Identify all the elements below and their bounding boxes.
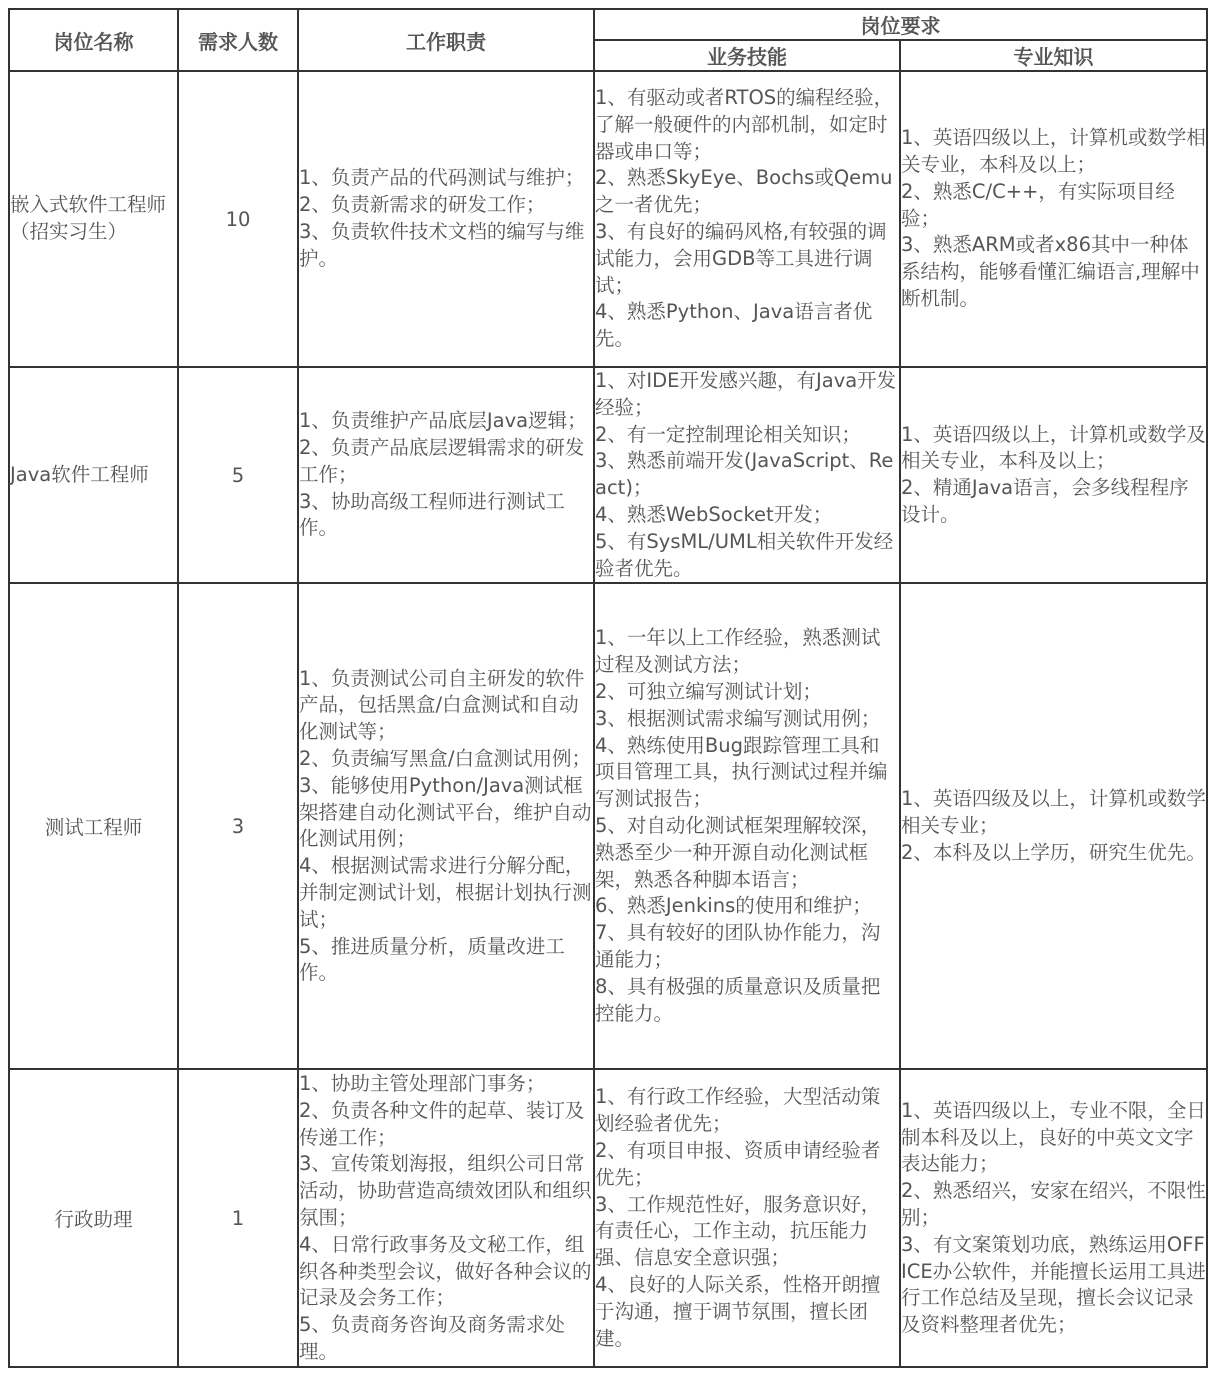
skill-item: 1、一年以上工作经验，熟悉测试过程及测试方法； <box>595 626 881 677</box>
knowledge-item: 3、熟悉ARM或者x86其中一种体系结构，能够看懂汇编语言,理解中断机制。 <box>901 233 1200 310</box>
skill-item: 3、根据测试需求编写测试用例； <box>595 706 881 730</box>
knowledge-item: 1、英语四级以上，计算机或数学及相关专业，本科及以上； <box>901 422 1206 473</box>
skills-cell <box>594 583 900 1069</box>
skill-item: 6、熟悉Jenkins的使用和维护； <box>595 894 872 918</box>
duties-cell <box>298 71 594 367</box>
duty-item: 3、宣传策划海报，组织公司日常活动，协助营造高绩效团队和组织氛围； <box>299 1152 592 1229</box>
headcount-cell: 5 <box>178 367 298 583</box>
header-headcount: 需求人数 <box>178 9 298 71</box>
duty-item: 1、负责产品的代码测试与维护； <box>299 166 585 190</box>
knowledge-item: 1、英语四级以上，计算机或数学相关专业，本科及以上； <box>901 126 1206 176</box>
duty-item: 5、负责商务咨询及商务需求处理。 <box>299 1313 565 1363</box>
position-name-cell: 嵌入式软件工程师（招实习生） <box>9 71 178 367</box>
duty-item: 1、负责测试公司自主研发的软件产品，包括黑盒/白盒测试和自动化测试等； <box>299 666 585 744</box>
duty-item: 2、负责产品底层逻辑需求的研发工作； <box>299 435 585 486</box>
knowledge-item: 2、精通Java语言，会多线程程序设计。 <box>901 476 1189 526</box>
duty-item: 2、负责各种文件的起草、装订及传递工作； <box>299 1098 585 1149</box>
duty-item: 2、负责新需求的研发工作； <box>299 193 546 217</box>
headcount-cell: 3 <box>178 583 298 1069</box>
header-duties: 工作职责 <box>298 9 594 71</box>
skill-item: 7、具有较好的团队协作能力，沟通能力； <box>595 921 881 971</box>
duty-item: 1、协助主管处理部门事务； <box>299 1071 546 1095</box>
header-knowledge: 专业知识 <box>900 40 1207 71</box>
table-row <box>9 583 1207 1069</box>
skill-item: 4、熟练使用Bug跟踪管理工具和项目管理工具，执行测试过程并编写测试报告； <box>595 733 888 811</box>
skill-item: 3、熟悉前端开发(JavaScript、React)； <box>595 449 894 500</box>
duty-item: 5、推进质量分析，质量改进工作。 <box>299 934 565 985</box>
skill-item: 1、有行政工作经验，大型活动策划经验者优先； <box>595 1085 881 1136</box>
position-name-cell: Java软件工程师 <box>9 367 178 583</box>
skill-item: 8、具有极强的质量意识及质量把控能力。 <box>595 974 881 1025</box>
header-row <box>9 9 1207 40</box>
skill-item: 4、熟悉Python、Java语言者优先。 <box>595 300 873 351</box>
knowledge-item: 1、英语四级以上，专业不限，全日制本科及以上，良好的中英文文字表达能力； <box>901 1098 1206 1176</box>
skill-item: 1、有驱动或者RTOS的编程经验，了解一般硬件的内部机制，如定时器或串口等； <box>595 86 894 163</box>
skill-item: 4、良好的人际关系，性格开朗擅于沟通，擅于调节氛围，擅长团建。 <box>595 1272 881 1350</box>
table-row <box>9 71 1207 367</box>
skill-item: 3、有良好的编码风格,有较强的调试能力，会用GDB等工具进行调试； <box>595 220 887 297</box>
knowledge-item: 3、有文案策划功底，熟练运用OFFICE办公软件，并能擅长运用工具进行工作总结及呈现，擅长会议记录及资料整理者优先； <box>901 1232 1206 1337</box>
duty-item: 4、根据测试需求进行分解分配，并制定测试计划，根据计划执行测试； <box>299 854 592 931</box>
duty-item: 4、日常行政事务及文秘工作，组织各种类型会议，做好各种会议的记录及会务工作； <box>299 1232 592 1310</box>
knowledge-item: 2、熟悉C/C++，有实际项目经验； <box>901 179 1175 230</box>
skill-item: 2、有项目申报、资质申请经验者优先； <box>595 1138 881 1189</box>
knowledge-item: 1、英语四级及以上，计算机或数学相关专业； <box>901 787 1206 837</box>
knowledge-cell <box>900 1069 1207 1367</box>
table-row <box>9 367 1207 583</box>
position-name-cell: 行政助理 <box>9 1069 178 1367</box>
knowledge-item: 2、熟悉绍兴，安家在绍兴，不限性别； <box>901 1179 1206 1229</box>
skill-item: 2、熟悉SkyEye、Bochs或Qemu之一者优先； <box>595 166 893 217</box>
duty-item: 2、负责编写黑盒/白盒测试用例； <box>299 746 591 770</box>
header-skills: 业务技能 <box>594 40 900 71</box>
duties-cell <box>298 367 594 583</box>
duties-cell <box>298 1069 594 1367</box>
knowledge-item: 2、本科及以上学历，研究生优先。 <box>901 840 1206 864</box>
skills-cell <box>594 1069 900 1367</box>
job-requirements-table <box>8 8 1208 1368</box>
duty-item: 3、负责软件技术文档的编写与维护。 <box>299 220 585 270</box>
duty-item: 3、能够使用Python/Java测试框架搭建自动化测试平台，维护自动化测试用例； <box>299 773 592 851</box>
skill-item: 3、工作规范性好，服务意识好，有责任心，工作主动，抗压能力强、信息安全意识强； <box>595 1192 881 1270</box>
headcount-cell: 1 <box>178 1069 298 1367</box>
skill-item: 4、熟悉WebSocket开发； <box>595 502 833 526</box>
skills-cell <box>594 71 900 367</box>
duty-item: 1、负责维护产品底层Java逻辑； <box>299 409 587 433</box>
skill-item: 2、可独立编写测试计划； <box>595 679 822 703</box>
table-row <box>9 1069 1207 1367</box>
headcount-cell: 10 <box>178 71 298 367</box>
skill-item: 5、有SysML/UML相关软件开发经验者优先。 <box>595 529 894 580</box>
skill-item: 5、对自动化测试框架理解较深，熟悉至少一种开源自动化测试框架，熟悉各种脚本语言； <box>595 813 881 891</box>
knowledge-cell <box>900 71 1207 367</box>
position-name-cell: 测试工程师 <box>9 583 178 1069</box>
skill-item: 2、有一定控制理论相关知识； <box>595 422 861 446</box>
duty-item: 3、协助高级工程师进行测试工作。 <box>299 489 565 540</box>
header-position-name: 岗位名称 <box>9 9 178 71</box>
skills-cell <box>594 367 900 583</box>
knowledge-cell <box>900 583 1207 1069</box>
skill-item: 1、对IDE开发感兴趣，有Java开发经验； <box>595 369 897 419</box>
knowledge-cell <box>900 367 1207 583</box>
header-requirements: 岗位要求 <box>594 9 1207 40</box>
duties-cell <box>298 583 594 1069</box>
